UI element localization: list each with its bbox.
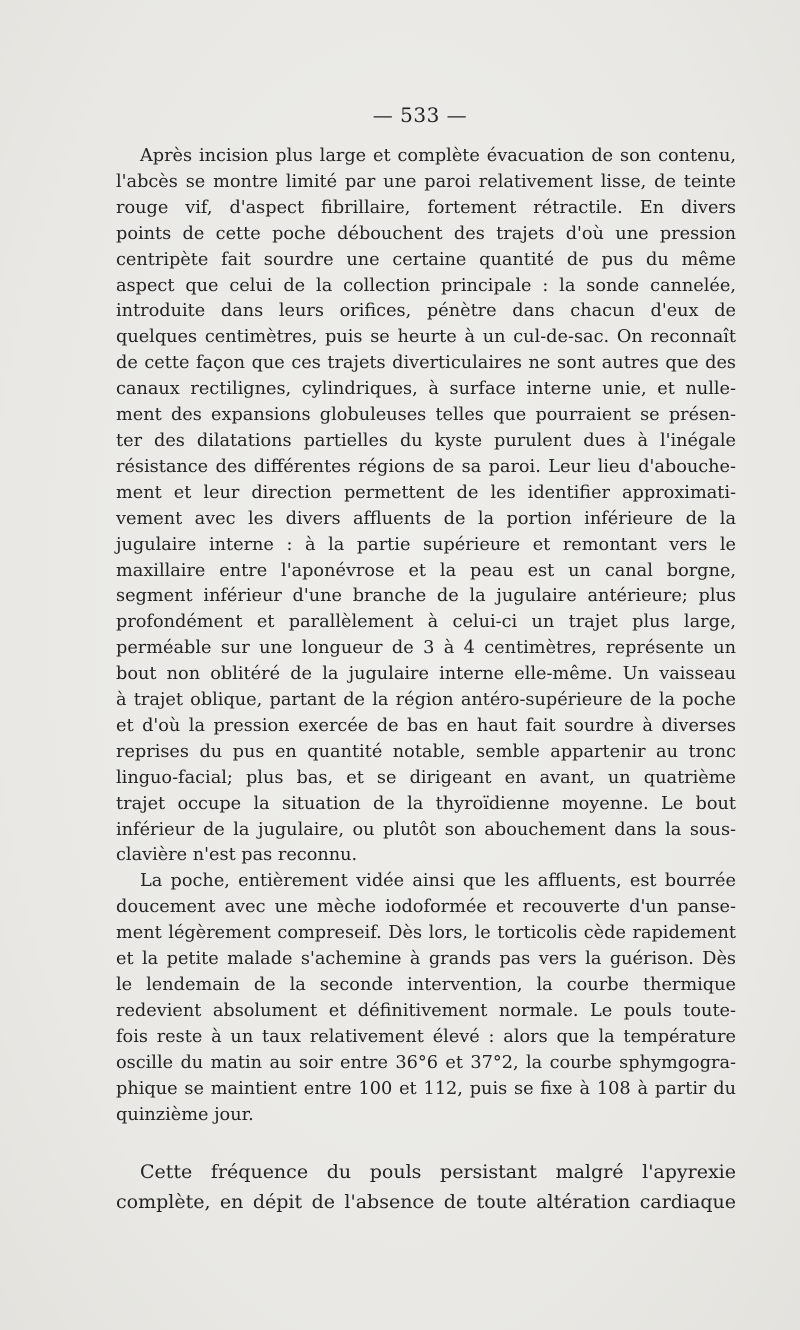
text-line: maxillaire entre l'aponévrose et la peau est un canal borgne, bbox=[116, 560, 736, 581]
text-line: à trajet oblique, partant de la région antéro-supérieure de la poche bbox=[116, 690, 736, 711]
text-line: résistance des différentes régions de sa paroi. Leur lieu d'abouche- bbox=[116, 456, 736, 477]
text-line: segment inférieur d'une branche de la jugulaire antérieure; plus bbox=[116, 586, 736, 607]
text-line: ment légèrement compreseif. Dès lors, le torticolis cède rapidement bbox=[116, 923, 736, 944]
text-line: fois reste à un taux relativement élevé : alors que la température bbox=[116, 1026, 736, 1047]
text-line: perméable sur une longueur de 3 à 4 centimètres, représente un bbox=[116, 638, 736, 659]
text-line: La poche, entièrement vidée ainsi que les affluents, est bourrée bbox=[140, 871, 736, 892]
text-line: de cette façon que ces trajets diverticulaires ne sont autres que des bbox=[116, 353, 736, 374]
text-line: quinzième jour. bbox=[116, 1104, 254, 1125]
text-line: canaux rectilignes, cylindriques, à surface interne unie, et nulle- bbox=[116, 379, 736, 400]
text-line: trajet occupe la situation de la thyroïdienne moyenne. Le bout bbox=[116, 793, 736, 814]
text-line: linguo-facial; plus bas, et se dirigeant en avant, un quatrième bbox=[116, 767, 736, 788]
text-line: vement avec les divers affluents de la portion inférieure de la bbox=[116, 508, 736, 529]
body-paragraphs bbox=[116, 144, 736, 1128]
text-line: aspect que celui de la collection principale : la sonde cannelée, bbox=[116, 275, 736, 296]
text-line: l'abcès se montre limité par une paroi relativement lisse, de teinte bbox=[116, 171, 736, 192]
page-number: — 533 — bbox=[372, 103, 468, 127]
text-line: ter des dilatations partielles du kyste purulent dues à l'inégale bbox=[116, 430, 736, 451]
text-line: complète, en dépit de l'absence de toute altération cardiaque bbox=[116, 1191, 736, 1213]
text-line: reprises du pus en quantité notable, semble appartenir au tronc bbox=[116, 741, 736, 762]
text-line: introduite dans leurs orifices, pénètre dans chacun d'eux de bbox=[116, 301, 736, 322]
text-line: le lendemain de la seconde intervention, la courbe thermique bbox=[116, 975, 736, 995]
text-line: inférieur de la jugulaire, ou plutôt son abouchement dans la sous- bbox=[116, 819, 736, 840]
text-line: oscille du matin au soir entre 36°6 et 37°2, la courbe sphymgogra- bbox=[116, 1052, 736, 1073]
text-line: bout non oblitéré de la jugulaire interne elle-même. Un vaisseau bbox=[116, 664, 736, 685]
text-line: Après incision plus large et complète évacuation de son contenu, bbox=[140, 146, 736, 166]
text-line: points de cette poche débouchent des trajets d'où une pression bbox=[116, 223, 736, 244]
closing-paragraph bbox=[116, 1157, 736, 1217]
text-line: et la petite malade s'achemine à grands pas vers la guérison. Dès bbox=[116, 949, 736, 970]
text-line: ment des expansions globuleuses telles que pourraient se présen- bbox=[116, 405, 736, 426]
text-line: quelques centimètres, puis se heurte à un cul-de-sac. On reconnaît bbox=[116, 327, 736, 348]
text-line: rouge vif, d'aspect fibrillaire, fortement rétractile. En divers bbox=[116, 197, 736, 218]
text-line: redevient absolument et définitivement normale. Le pouls toute- bbox=[116, 1000, 736, 1021]
text-line: Cette fréquence du pouls persistant malgré l'apyrexie bbox=[140, 1161, 736, 1183]
text-line: profondément et parallèlement à celui-ci un trajet plus large, bbox=[116, 612, 736, 633]
text-line: centripète fait sourdre une certaine quantité de pus du même bbox=[116, 249, 736, 270]
text-line: et d'où la pression exercée de bas en haut fait sourdre à diverses bbox=[116, 715, 736, 736]
text-line: jugulaire interne : à la partie supérieure et remontant vers le bbox=[116, 534, 736, 555]
text-line: clavière n'est pas reconnu. bbox=[116, 845, 358, 866]
text-line: ment et leur direction permettent de les identifier approximati- bbox=[116, 482, 736, 503]
text-line: phique se maintient entre 100 et 112, puis se fixe à 108 à partir du bbox=[116, 1078, 736, 1099]
text-line: doucement avec une mèche iodoformée et recouverte d'un panse- bbox=[116, 897, 736, 918]
